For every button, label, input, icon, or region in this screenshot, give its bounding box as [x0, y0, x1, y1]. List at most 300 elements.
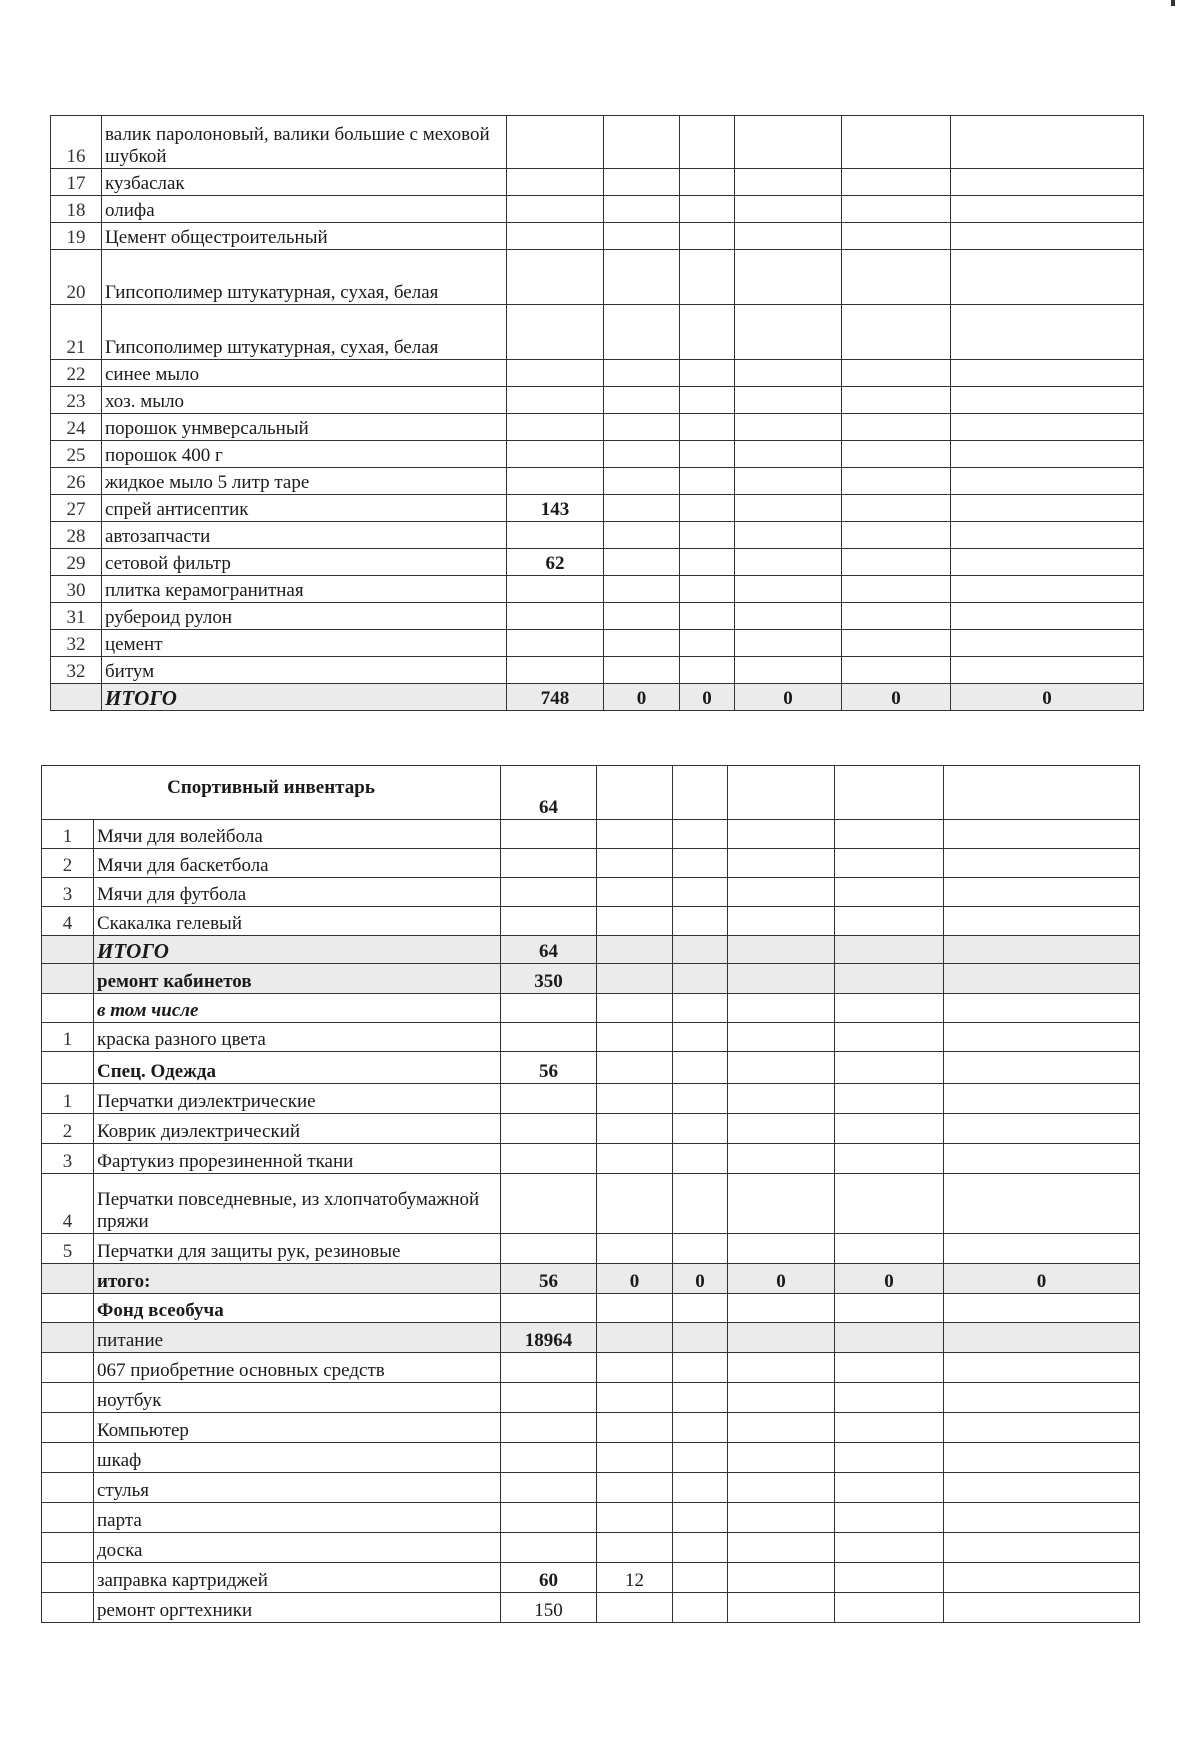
item-amount	[507, 250, 604, 305]
section-amount: 350	[501, 964, 597, 994]
materials-empty-cell	[604, 169, 680, 196]
materials-empty-cell	[680, 441, 735, 468]
fund-empty-cell	[944, 1294, 1140, 1323]
table-row	[51, 468, 1144, 495]
fund-empty-cell	[728, 1473, 835, 1503]
clothing-empty-cell	[944, 1144, 1140, 1174]
fund-empty-cell	[673, 1413, 728, 1443]
materials-empty-cell	[842, 657, 951, 684]
item-amount	[507, 468, 604, 495]
item-amount	[501, 1473, 597, 1503]
sport-empty-cell	[728, 907, 835, 936]
materials-empty-cell	[680, 250, 735, 305]
total-value: 56	[501, 1264, 597, 1294]
section-label: Фонд всеобуча	[94, 1294, 501, 1323]
materials-empty-cell	[604, 468, 680, 495]
item-name: Гипсополимер штукатурная, сухая, белая	[102, 305, 507, 360]
materials-empty-cell	[842, 522, 951, 549]
fund-empty-cell	[944, 1413, 1140, 1443]
item-amount: 150	[501, 1593, 597, 1623]
row-number: 26	[51, 468, 102, 495]
fund-empty-cell	[673, 1473, 728, 1503]
item-name: олифа	[102, 196, 507, 223]
sport-empty-cell	[501, 878, 597, 907]
row-number	[42, 1563, 94, 1593]
item-name: Перчатки повседневные, из хлопчатобумажной пряжи	[94, 1174, 501, 1234]
fund-empty-cell	[673, 1323, 728, 1353]
materials-empty-cell	[735, 603, 842, 630]
section-row	[42, 964, 1140, 994]
clothing-empty-cell	[835, 1174, 944, 1234]
materials-empty-cell	[951, 305, 1144, 360]
materials-empty-cell	[951, 468, 1144, 495]
repair-empty-cell	[501, 1023, 597, 1052]
section-row	[42, 1294, 1140, 1323]
fund-empty-cell	[728, 1383, 835, 1413]
item-amount	[507, 360, 604, 387]
row-number: 16	[51, 116, 102, 169]
fund-empty-cell	[728, 1413, 835, 1443]
clothing-empty-cell	[673, 1174, 728, 1234]
materials-empty-cell	[680, 522, 735, 549]
item-name: кузбаслак	[102, 169, 507, 196]
item-name: порошок унмверсальный	[102, 414, 507, 441]
item-name: Скакалка гелевый	[94, 907, 501, 936]
repair-empty-cell	[944, 994, 1140, 1023]
item-name: жидкое мыло 5 литр таре	[102, 468, 507, 495]
sport-empty-cell	[728, 878, 835, 907]
sport-empty-cell	[597, 820, 673, 849]
materials-empty-cell	[680, 387, 735, 414]
item-amount-2	[597, 1413, 673, 1443]
fund-empty-cell	[728, 1533, 835, 1563]
repair-empty-cell	[835, 1023, 944, 1052]
item-name: Компьютер	[94, 1413, 501, 1443]
sport-empty-cell	[501, 907, 597, 936]
materials-empty-cell	[735, 169, 842, 196]
materials-empty-cell	[735, 522, 842, 549]
item-amount	[507, 603, 604, 630]
item-amount-2	[597, 1353, 673, 1383]
item-name: парта	[94, 1503, 501, 1533]
clothing-empty-cell	[597, 1234, 673, 1264]
sport-empty-cell	[597, 878, 673, 907]
materials-empty-cell	[604, 522, 680, 549]
materials-empty-cell	[951, 116, 1144, 169]
item-amount-2	[597, 1383, 673, 1413]
item-amount	[501, 1533, 597, 1563]
row-number: 22	[51, 360, 102, 387]
materials-empty-cell	[680, 414, 735, 441]
row-number	[42, 1503, 94, 1533]
fund-empty-cell	[835, 1294, 944, 1323]
materials-empty-cell	[604, 250, 680, 305]
materials-empty-cell	[951, 603, 1144, 630]
table-row	[42, 907, 1140, 936]
item-amount-2	[597, 1533, 673, 1563]
total-value: 0	[680, 684, 735, 711]
total-label: ИТОГО	[94, 936, 501, 964]
item-amount-2	[597, 1443, 673, 1473]
item-name: рубероид рулон	[102, 603, 507, 630]
fund-empty-cell	[835, 1473, 944, 1503]
materials-empty-cell	[951, 657, 1144, 684]
fund-empty-cell	[944, 1503, 1140, 1533]
materials-empty-cell	[604, 305, 680, 360]
clothing-empty-cell	[835, 1114, 944, 1144]
table-row	[51, 576, 1144, 603]
table-row	[42, 1234, 1140, 1264]
sport-empty-cell	[835, 820, 944, 849]
materials-empty-cell	[680, 305, 735, 360]
table-row	[42, 820, 1140, 849]
materials-empty-cell	[735, 116, 842, 169]
item-name: ремонт оргтехники	[94, 1593, 501, 1623]
materials-empty-cell	[842, 603, 951, 630]
materials-empty-cell	[842, 630, 951, 657]
fund-empty-cell	[728, 1443, 835, 1473]
clothing-empty-cell	[673, 1144, 728, 1174]
table-row	[42, 1503, 1140, 1533]
row-number: 3	[42, 878, 94, 907]
table-row	[42, 1383, 1140, 1413]
table-row	[42, 1533, 1140, 1563]
total-row	[42, 936, 1140, 964]
materials-empty-cell	[604, 116, 680, 169]
item-name: валик паролоновый, валики большие с меховой шубкой	[102, 116, 507, 169]
item-amount: 62	[507, 549, 604, 576]
materials-empty-cell	[951, 630, 1144, 657]
repair-empty-cell	[944, 964, 1140, 994]
materials-empty-cell	[951, 576, 1144, 603]
row-number	[42, 1264, 94, 1294]
table-row	[42, 1114, 1140, 1144]
item-amount-2	[597, 1503, 673, 1533]
table-row	[51, 657, 1144, 684]
item-amount	[501, 1383, 597, 1413]
table-row	[51, 522, 1144, 549]
materials-empty-cell	[842, 305, 951, 360]
fund-empty-cell	[673, 1443, 728, 1473]
materials-empty-cell	[842, 360, 951, 387]
row-number: 32	[51, 657, 102, 684]
sport-empty-cell	[673, 820, 728, 849]
scan-mark	[1171, 0, 1175, 6]
clothing-empty-cell	[673, 1084, 728, 1114]
total-value: 0	[597, 1264, 673, 1294]
fund-empty-cell	[673, 1593, 728, 1623]
clothing-empty-cell	[501, 1084, 597, 1114]
sport-empty-cell	[728, 766, 835, 820]
total-row	[51, 684, 1144, 711]
materials-empty-cell	[735, 360, 842, 387]
materials-empty-cell	[842, 549, 951, 576]
item-name: плитка керамогранитная	[102, 576, 507, 603]
total-value: 0	[604, 684, 680, 711]
row-number: 30	[51, 576, 102, 603]
clothing-empty-cell	[835, 1084, 944, 1114]
item-name: Мячи для баскетбола	[94, 849, 501, 878]
clothing-empty-cell	[728, 1144, 835, 1174]
section-row	[42, 1052, 1140, 1084]
materials-empty-cell	[735, 549, 842, 576]
sport-empty-cell	[835, 878, 944, 907]
repair-empty-cell	[673, 1023, 728, 1052]
repair-empty-cell	[673, 994, 728, 1023]
clothing-empty-cell	[597, 1114, 673, 1144]
clothing-empty-cell	[728, 1174, 835, 1234]
fund-empty-cell	[728, 1323, 835, 1353]
sport-empty-cell	[597, 849, 673, 878]
table-row	[51, 305, 1144, 360]
sport-empty-cell	[944, 878, 1140, 907]
table-row	[51, 116, 1144, 169]
materials-empty-cell	[951, 169, 1144, 196]
materials-empty-cell	[680, 576, 735, 603]
item-name: Мячи для футбола	[94, 878, 501, 907]
materials-empty-cell	[604, 576, 680, 603]
row-number	[42, 964, 94, 994]
fund-empty-cell	[835, 1323, 944, 1353]
sport-empty-cell	[673, 766, 728, 820]
repair-empty-cell	[597, 994, 673, 1023]
table-row	[42, 1023, 1140, 1052]
item-amount	[507, 116, 604, 169]
total-value: 0	[944, 1264, 1140, 1294]
table-row	[51, 196, 1144, 223]
clothing-empty-cell	[728, 1084, 835, 1114]
clothing-empty-cell	[835, 1234, 944, 1264]
materials-empty-cell	[604, 387, 680, 414]
materials-empty-cell	[735, 223, 842, 250]
repair-empty-cell	[728, 964, 835, 994]
item-amount	[507, 657, 604, 684]
fund-empty-cell	[835, 1533, 944, 1563]
materials-empty-cell	[735, 441, 842, 468]
repair-empty-cell	[835, 994, 944, 1023]
table-row	[51, 250, 1144, 305]
fund-empty-cell	[728, 1563, 835, 1593]
item-amount	[507, 441, 604, 468]
materials-empty-cell	[680, 196, 735, 223]
item-amount	[507, 576, 604, 603]
fund-empty-cell	[673, 1294, 728, 1323]
subheader-row	[42, 994, 1140, 1023]
item-amount	[507, 387, 604, 414]
item-amount-2: 12	[597, 1563, 673, 1593]
item-name: хоз. мыло	[102, 387, 507, 414]
clothing-empty-cell	[597, 1174, 673, 1234]
clothing-empty-cell	[944, 1114, 1140, 1144]
repair-empty-cell	[501, 994, 597, 1023]
materials-empty-cell	[735, 305, 842, 360]
row-number: 1	[42, 820, 94, 849]
materials-empty-cell	[680, 169, 735, 196]
item-amount	[507, 522, 604, 549]
materials-empty-cell	[951, 360, 1144, 387]
item-name: сетовой фильтр	[102, 549, 507, 576]
table-row	[42, 1084, 1140, 1114]
row-number	[42, 1383, 94, 1413]
item-name: Фартукиз прорезиненной ткани	[94, 1144, 501, 1174]
row-number: 2	[42, 1114, 94, 1144]
materials-empty-cell	[680, 549, 735, 576]
fund-empty-cell	[835, 1413, 944, 1443]
fund-empty-cell	[728, 1503, 835, 1533]
materials-empty-cell	[842, 196, 951, 223]
table-row	[42, 1593, 1140, 1623]
sport-total-empty-cell	[673, 936, 728, 964]
fund-empty-cell	[673, 1533, 728, 1563]
materials-empty-cell	[680, 116, 735, 169]
item-name: стулья	[94, 1473, 501, 1503]
clothing-empty-cell	[728, 1052, 835, 1084]
table-row	[42, 1473, 1140, 1503]
item-amount	[507, 305, 604, 360]
row-number	[42, 1443, 94, 1473]
row-number	[42, 1473, 94, 1503]
item-name: Перчатки диэлектрические	[94, 1084, 501, 1114]
item-amount-2	[597, 1593, 673, 1623]
fund-empty-cell	[728, 1353, 835, 1383]
table-row	[42, 1323, 1140, 1353]
clothing-empty-cell	[944, 1052, 1140, 1084]
sport-empty-cell	[728, 820, 835, 849]
row-number	[42, 1323, 94, 1353]
total-value: 0	[735, 684, 842, 711]
clothing-empty-cell	[501, 1114, 597, 1144]
row-number: 28	[51, 522, 102, 549]
materials-empty-cell	[951, 414, 1144, 441]
table-row	[51, 603, 1144, 630]
sport-empty-cell	[673, 878, 728, 907]
row-number: 25	[51, 441, 102, 468]
table-row	[51, 441, 1144, 468]
table-row	[51, 414, 1144, 441]
sections-table	[41, 765, 1140, 1623]
materials-empty-cell	[842, 250, 951, 305]
materials-empty-cell	[951, 250, 1144, 305]
total-value: 64	[501, 936, 597, 964]
item-amount: 143	[507, 495, 604, 522]
clothing-empty-cell	[728, 1114, 835, 1144]
row-number: 20	[51, 250, 102, 305]
table-row	[42, 849, 1140, 878]
section-title: Спортивный инвентарь	[42, 766, 501, 820]
table-row	[51, 495, 1144, 522]
fund-empty-cell	[835, 1593, 944, 1623]
item-amount	[507, 169, 604, 196]
sport-empty-cell	[501, 849, 597, 878]
total-label: ИТОГО	[102, 684, 507, 711]
repair-empty-cell	[597, 964, 673, 994]
item-name: 067 приобретние основных средств	[94, 1353, 501, 1383]
item-name: порошок 400 г	[102, 441, 507, 468]
table-row	[42, 1443, 1140, 1473]
item-name: Мячи для волейбола	[94, 820, 501, 849]
materials-empty-cell	[842, 468, 951, 495]
item-amount-2	[597, 1473, 673, 1503]
row-number: 4	[42, 1174, 94, 1234]
materials-empty-cell	[951, 495, 1144, 522]
fund-empty-cell	[835, 1383, 944, 1413]
materials-empty-cell	[951, 387, 1144, 414]
item-name: Перчатки для защиты рук, резиновые	[94, 1234, 501, 1264]
row-number: 24	[51, 414, 102, 441]
total-value: 0	[842, 684, 951, 711]
item-name: краска разного цвета	[94, 1023, 501, 1052]
materials-empty-cell	[604, 360, 680, 387]
row-number	[42, 1353, 94, 1383]
row-number	[42, 1533, 94, 1563]
total-value: 748	[507, 684, 604, 711]
sport-empty-cell	[944, 766, 1140, 820]
item-name: цемент	[102, 630, 507, 657]
materials-table	[50, 115, 1144, 711]
materials-empty-cell	[680, 223, 735, 250]
materials-empty-cell	[842, 169, 951, 196]
item-name: битум	[102, 657, 507, 684]
sport-empty-cell	[835, 766, 944, 820]
sport-empty-cell	[835, 907, 944, 936]
repair-empty-cell	[944, 1023, 1140, 1052]
section-amount: 64	[501, 766, 597, 820]
sport-empty-cell	[835, 849, 944, 878]
materials-empty-cell	[604, 223, 680, 250]
fund-empty-cell	[944, 1473, 1140, 1503]
fund-empty-cell	[944, 1563, 1140, 1593]
materials-empty-cell	[842, 387, 951, 414]
item-name: ноутбук	[94, 1383, 501, 1413]
sport-empty-cell	[673, 907, 728, 936]
fund-empty-cell	[728, 1593, 835, 1623]
sport-empty-cell	[944, 820, 1140, 849]
row-number: 23	[51, 387, 102, 414]
clothing-empty-cell	[944, 1084, 1140, 1114]
fund-empty-cell	[673, 1563, 728, 1593]
clothing-empty-cell	[944, 1174, 1140, 1234]
fund-empty-cell	[673, 1353, 728, 1383]
materials-empty-cell	[604, 657, 680, 684]
table-row	[51, 630, 1144, 657]
row-number: 4	[42, 907, 94, 936]
table-row	[51, 169, 1144, 196]
materials-empty-cell	[735, 468, 842, 495]
clothing-empty-cell	[597, 1052, 673, 1084]
total-value: 0	[673, 1264, 728, 1294]
fund-empty-cell	[673, 1383, 728, 1413]
item-name: Гипсополимер штукатурная, сухая, белая	[102, 250, 507, 305]
row-number: 2	[42, 849, 94, 878]
incl-label: в том числе	[94, 994, 501, 1023]
materials-empty-cell	[735, 414, 842, 441]
materials-empty-cell	[735, 657, 842, 684]
row-number	[42, 1052, 94, 1084]
clothing-empty-cell	[728, 1234, 835, 1264]
materials-empty-cell	[604, 603, 680, 630]
section-label: Спец. Одежда	[94, 1052, 501, 1084]
fund-empty-cell	[835, 1503, 944, 1533]
fund-empty-cell	[944, 1353, 1140, 1383]
materials-empty-cell	[842, 441, 951, 468]
table-row	[42, 1353, 1140, 1383]
row-number: 3	[42, 1144, 94, 1174]
row-number	[42, 1294, 94, 1323]
table-row	[42, 1174, 1140, 1234]
materials-empty-cell	[604, 630, 680, 657]
clothing-empty-cell	[501, 1144, 597, 1174]
item-name: Коврик диэлектрический	[94, 1114, 501, 1144]
